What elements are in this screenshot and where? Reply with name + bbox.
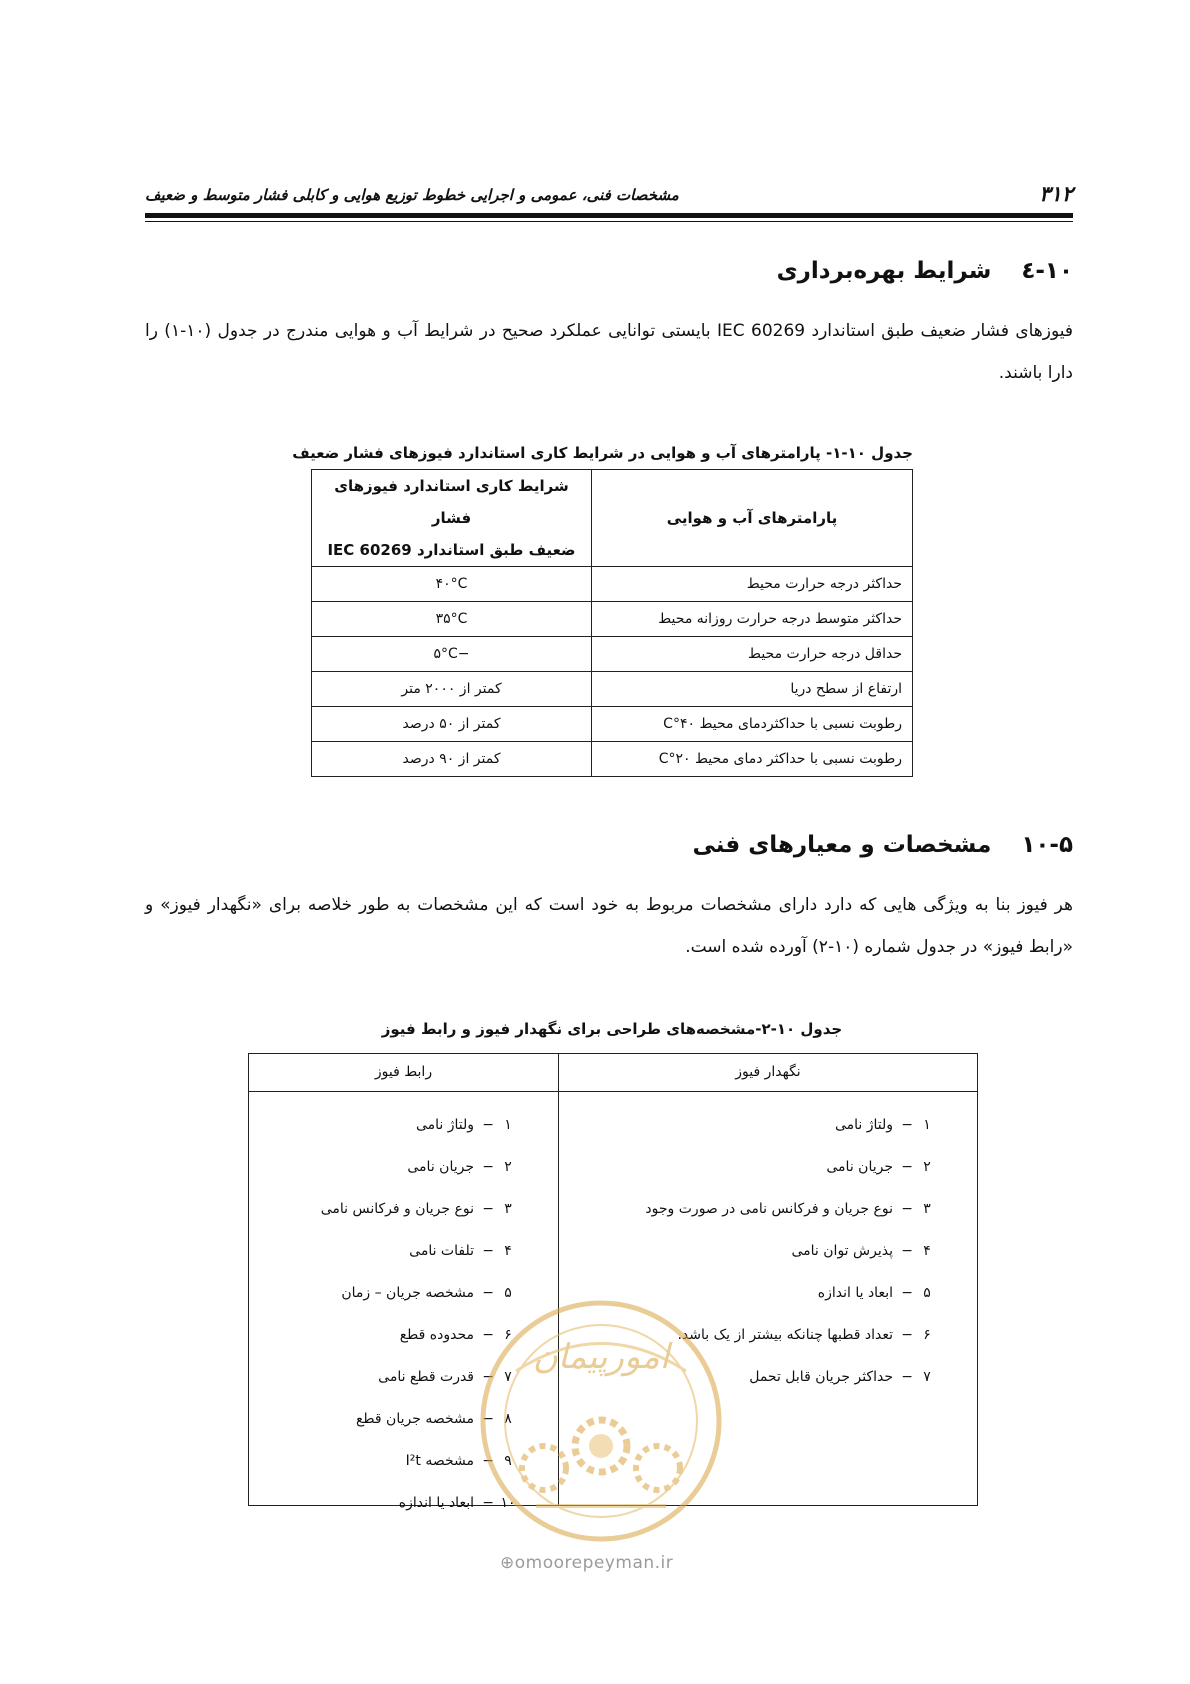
value-cell: کمتر از ۲۰۰۰ متر: [312, 672, 592, 707]
fuse-holder-header: نگهدار فیوز: [735, 1064, 801, 1080]
list-item: ۸−مشخصه جریان قطع: [355, 1411, 512, 1427]
param-cell: حداکثر درجه حرارت محیط: [592, 567, 913, 602]
globe-icon: ⊕: [500, 1553, 515, 1573]
section-4-paragraph: فیوزهای فشار ضعیف طبق استاندارد IEC 60269 بایستی توانایی عملکرد صحیح در شرایط آب و هوایی مندرج در جدول (۱۰-۱) را دارا باشند.: [145, 321, 1074, 383]
condition-header-line2: ضعیف طبق استاندارد IEC 60269: [327, 541, 576, 559]
section-heading-4: [777, 258, 1073, 284]
watermark-arc-text: امورپیمان: [532, 1337, 670, 1377]
header-divider: [249, 1091, 977, 1092]
list-item: ۶−محدوده قطع: [399, 1327, 512, 1343]
list-item: ۹−مشخصه I²t: [405, 1453, 512, 1469]
section-number: ۱۰-٤: [1021, 258, 1073, 284]
value-cell: −۵°C: [312, 637, 592, 672]
value-cell: ۳۵°C: [312, 602, 592, 637]
section-title: مشخصات و معیارهای فنی: [692, 832, 992, 858]
value-cell: کمتر از ۹۰ درصد: [312, 742, 592, 777]
section-number: ۱۰-۵: [1021, 832, 1073, 858]
table-row: [312, 707, 913, 742]
section-title: شرایط بهره‌برداری: [776, 258, 992, 284]
param-column-header: پارامترهای آب و هوایی: [592, 470, 913, 567]
param-cell: حداکثر متوسط درجه حرارت روزانه محیط: [592, 602, 913, 637]
value-cell: ۴۰°C: [312, 567, 592, 602]
param-cell: رطوبت نسبی با حداکثردمای محیط ۴۰°C: [592, 707, 913, 742]
table-header-row: [312, 470, 913, 567]
param-cell: ارتفاع از سطح دریا: [592, 672, 913, 707]
list-item: ۲−جریان نامی: [826, 1159, 931, 1175]
list-item: ۴−تلفات نامی: [409, 1243, 512, 1259]
running-header: [145, 182, 1073, 210]
table-row: [312, 602, 913, 637]
list-item: ۳−نوع جریان و فرکانس نامی: [320, 1201, 512, 1217]
watermark-url: ⊕omoorepeyman.ir: [500, 1553, 674, 1573]
list-item: ۴−پذیرش توان نامی: [791, 1243, 931, 1259]
param-cell: حداقل درجه حرارت محیط: [592, 637, 913, 672]
table-row: [312, 637, 913, 672]
list-item: ۲−جریان نامی: [407, 1159, 512, 1175]
table-row: [312, 672, 913, 707]
fuse-link-header: رابط فیوز: [374, 1064, 433, 1080]
climate-parameters-table: [311, 469, 913, 777]
list-item: ۳−نوع جریان و فرکانس نامی در صورت وجود: [645, 1201, 931, 1217]
condition-header-line1: شرایط کاری استاندارد فیوزهای فشار: [334, 477, 569, 527]
list-item: ۱−ولتاژ نامی: [834, 1117, 931, 1133]
list-item: ۱۰−ابعاد یا اندازه: [398, 1495, 516, 1511]
list-item: ۷−حداکثر جریان قابل تحمل: [749, 1369, 931, 1385]
page-number: ۳۱۲: [1039, 182, 1073, 206]
table-row: [312, 742, 913, 777]
list-item: ۶−تعداد قطبها چنانکه بیشتر از یک باشد.: [677, 1327, 931, 1343]
list-item: ۱−ولتاژ نامی: [415, 1117, 512, 1133]
value-cell: کمتر از ۵۰ درصد: [312, 707, 592, 742]
table2-caption: جدول ۱۰-۲-مشخصه‌های طراحی برای نگهدار فیوز و رابط فیوز: [381, 1020, 843, 1038]
table-row: [312, 567, 913, 602]
condition-column-header: [312, 470, 592, 567]
param-cell: رطوبت نسبی با حداکثر دمای محیط ۲۰°C: [592, 742, 913, 777]
section-heading-5: [693, 832, 1074, 858]
list-item: ۵−مشخصه جریان – زمان: [341, 1285, 512, 1301]
section-5-paragraph: هر فیوز بنا به ویژگی هایی که دارد دارای مشخصات مربوط به خود است که این مشخصات به طور خلاصه برای «نگهدار فیوز» و «رابط فیوز» در جدول شماره (۱۰-۲) آورده شده است.: [145, 895, 1073, 957]
header-rule-thick: [145, 213, 1073, 218]
list-item: ۵−ابعاد یا اندازه: [817, 1285, 931, 1301]
list-item: ۷−قدرت قطع نامی: [378, 1369, 512, 1385]
header-rule-thin: [145, 221, 1073, 222]
header-title: مشخصات فنی، عمومی و اجرایی خطوط توزیع هوایی و کابلی فشار متوسط و ضعیف: [145, 186, 679, 204]
seal-logo-icon: [476, 1296, 726, 1546]
table1-caption: جدول ۱۰-۱- پارامترهای آب و هوایی در شرایط کاری استاندارد فیوزهای فشار ضعیف: [292, 444, 913, 462]
